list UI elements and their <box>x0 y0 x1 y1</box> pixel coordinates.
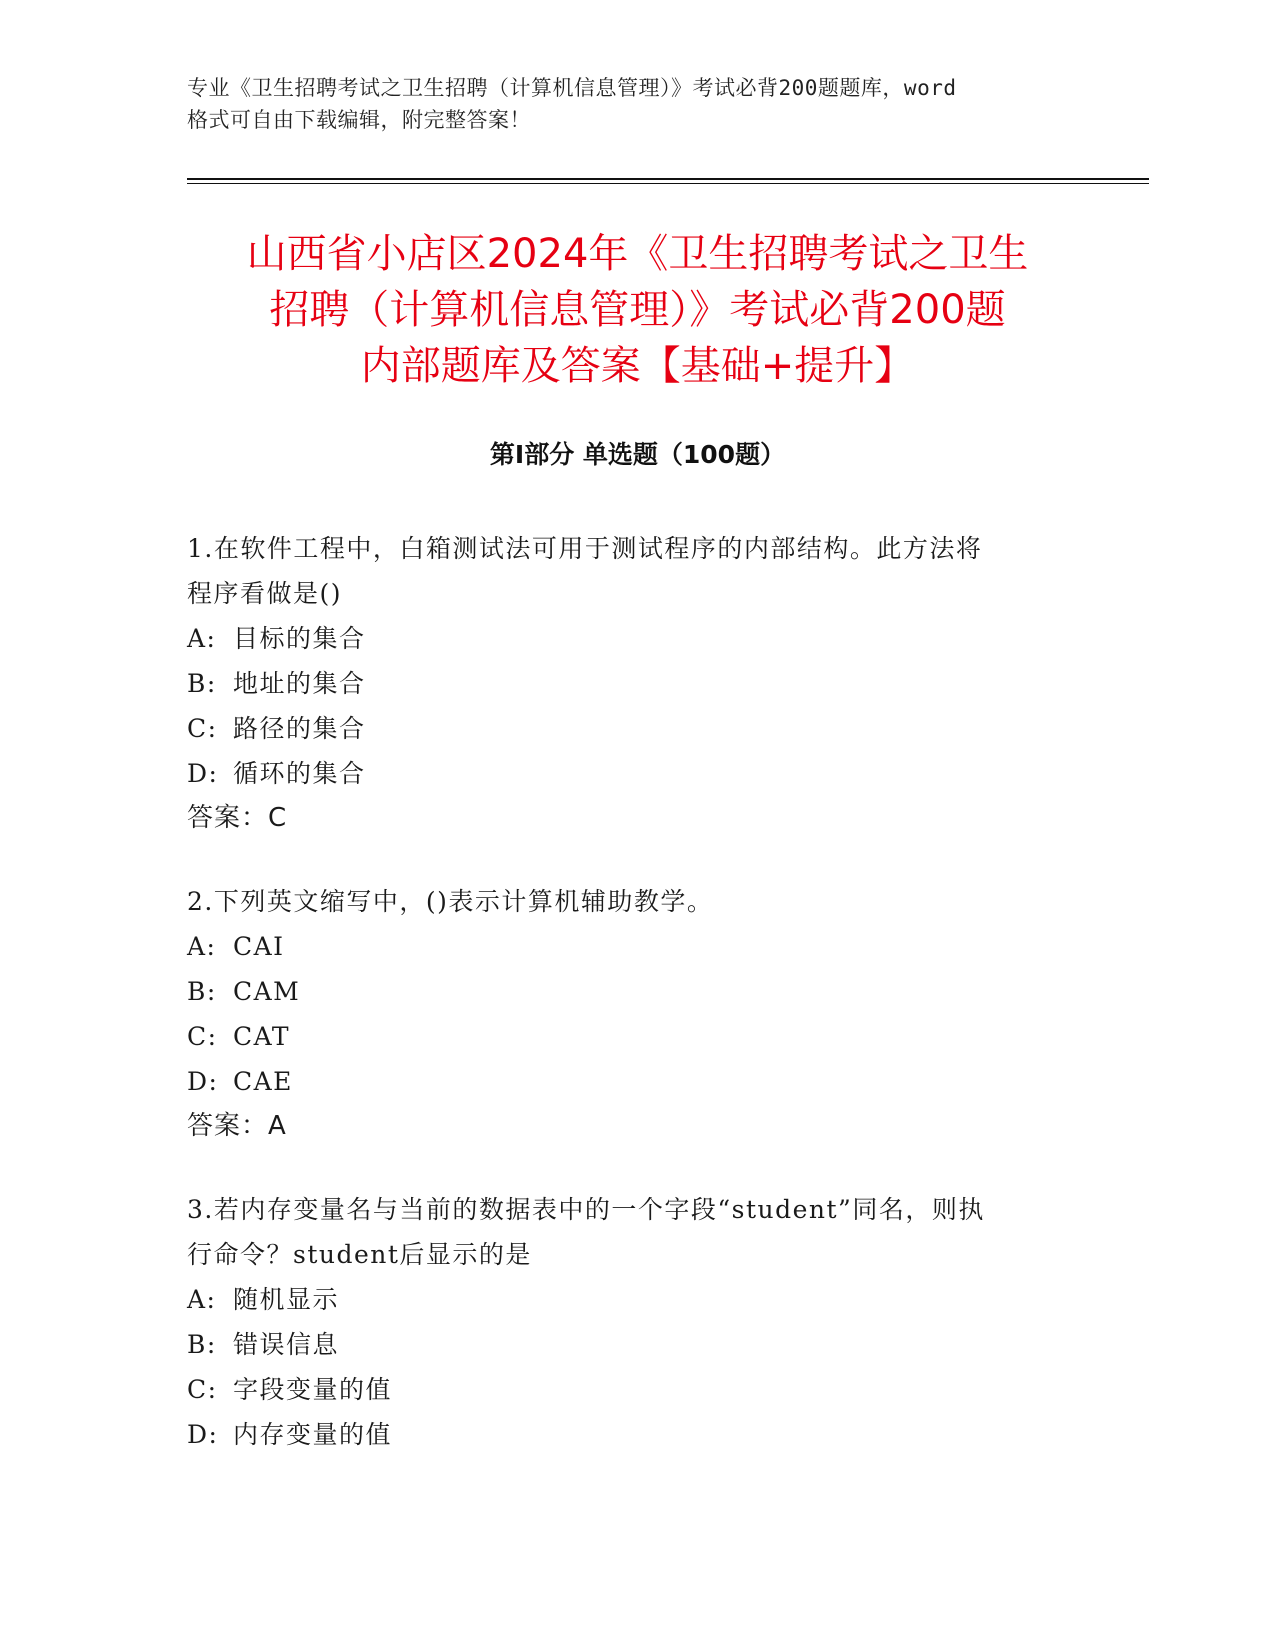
option-key: D: <box>187 759 219 788</box>
header-note-line-2: 格式可自由下载编辑，附完整答案！ <box>187 108 531 132</box>
document-title <box>160 226 1115 394</box>
option-a <box>187 924 1087 969</box>
question-stem <box>187 526 1087 616</box>
section-title: 第Ⅰ部分 单选题（100题） <box>489 440 786 469</box>
option-c <box>187 706 1087 751</box>
option-key: B: <box>187 1330 217 1359</box>
question-stem <box>187 1187 1087 1277</box>
document-title-line-2: 招聘（计算机信息管理）》考试必背200题 <box>269 287 1006 333</box>
header-rule-thin <box>187 183 1149 184</box>
option-text: 字段变量的值 <box>233 1375 393 1404</box>
option-text: 内存变量的值 <box>233 1420 393 1449</box>
question-stem-line: 1.在软件工程中，白箱测试法可用于测试程序的内部结构。此方法将 <box>187 534 983 563</box>
option-key: B: <box>187 669 217 698</box>
answer: 答案：A <box>187 1111 287 1141</box>
option-c <box>187 1367 1087 1412</box>
question-stem-line: 程序看做是() <box>187 579 343 608</box>
option-b <box>187 661 1087 706</box>
header-rule-thick <box>187 178 1149 180</box>
option-c <box>187 1014 1087 1059</box>
option-text: CAE <box>233 1067 293 1096</box>
option-key: A: <box>187 932 217 961</box>
option-d <box>187 751 1087 796</box>
option-text: 随机显示 <box>233 1285 340 1314</box>
question-stem-line: 行命令？student后显示的是 <box>187 1240 532 1269</box>
answer: 答案：C <box>187 803 288 833</box>
question-stem-line: 3.若内存变量名与当前的数据表中的一个字段“student”同名，则执 <box>187 1195 985 1224</box>
option-key: A: <box>187 624 217 653</box>
option-a <box>187 1277 1087 1322</box>
option-text: 循环的集合 <box>233 759 366 788</box>
option-key: C: <box>187 714 218 743</box>
option-text: CAM <box>233 977 301 1006</box>
option-text: CAI <box>233 932 285 961</box>
question-stem-line: 2.下列英文缩写中，()表示计算机辅助教学。 <box>187 887 714 916</box>
option-d <box>187 1059 1087 1104</box>
option-key: C: <box>187 1375 218 1404</box>
option-text: 目标的集合 <box>233 624 366 653</box>
header-note <box>187 72 1087 136</box>
option-text: 路径的集合 <box>233 714 366 743</box>
option-text: 错误信息 <box>233 1330 340 1359</box>
option-key: C: <box>187 1022 218 1051</box>
option-d <box>187 1412 1087 1457</box>
header-note-line-1: 专业《卫生招聘考试之卫生招聘（计算机信息管理）》考试必背200题题库，word <box>187 76 957 100</box>
option-key: D: <box>187 1067 219 1096</box>
document-title-line-1: 山西省小店区2024年《卫生招聘考试之卫生 <box>246 231 1029 277</box>
question-3 <box>187 1187 1087 1457</box>
option-a <box>187 616 1087 661</box>
question-stem <box>187 879 1087 924</box>
option-text: 地址的集合 <box>233 669 366 698</box>
option-b <box>187 1322 1087 1367</box>
question-2 <box>187 879 1087 1149</box>
question-1 <box>187 526 1087 841</box>
option-text: CAT <box>233 1022 290 1051</box>
option-key: B: <box>187 977 217 1006</box>
question-list <box>187 526 1087 1495</box>
option-b <box>187 969 1087 1014</box>
document-title-line-3: 内部题库及答案【基础+提升】 <box>360 343 915 389</box>
option-key: A: <box>187 1285 217 1314</box>
option-key: D: <box>187 1420 219 1449</box>
